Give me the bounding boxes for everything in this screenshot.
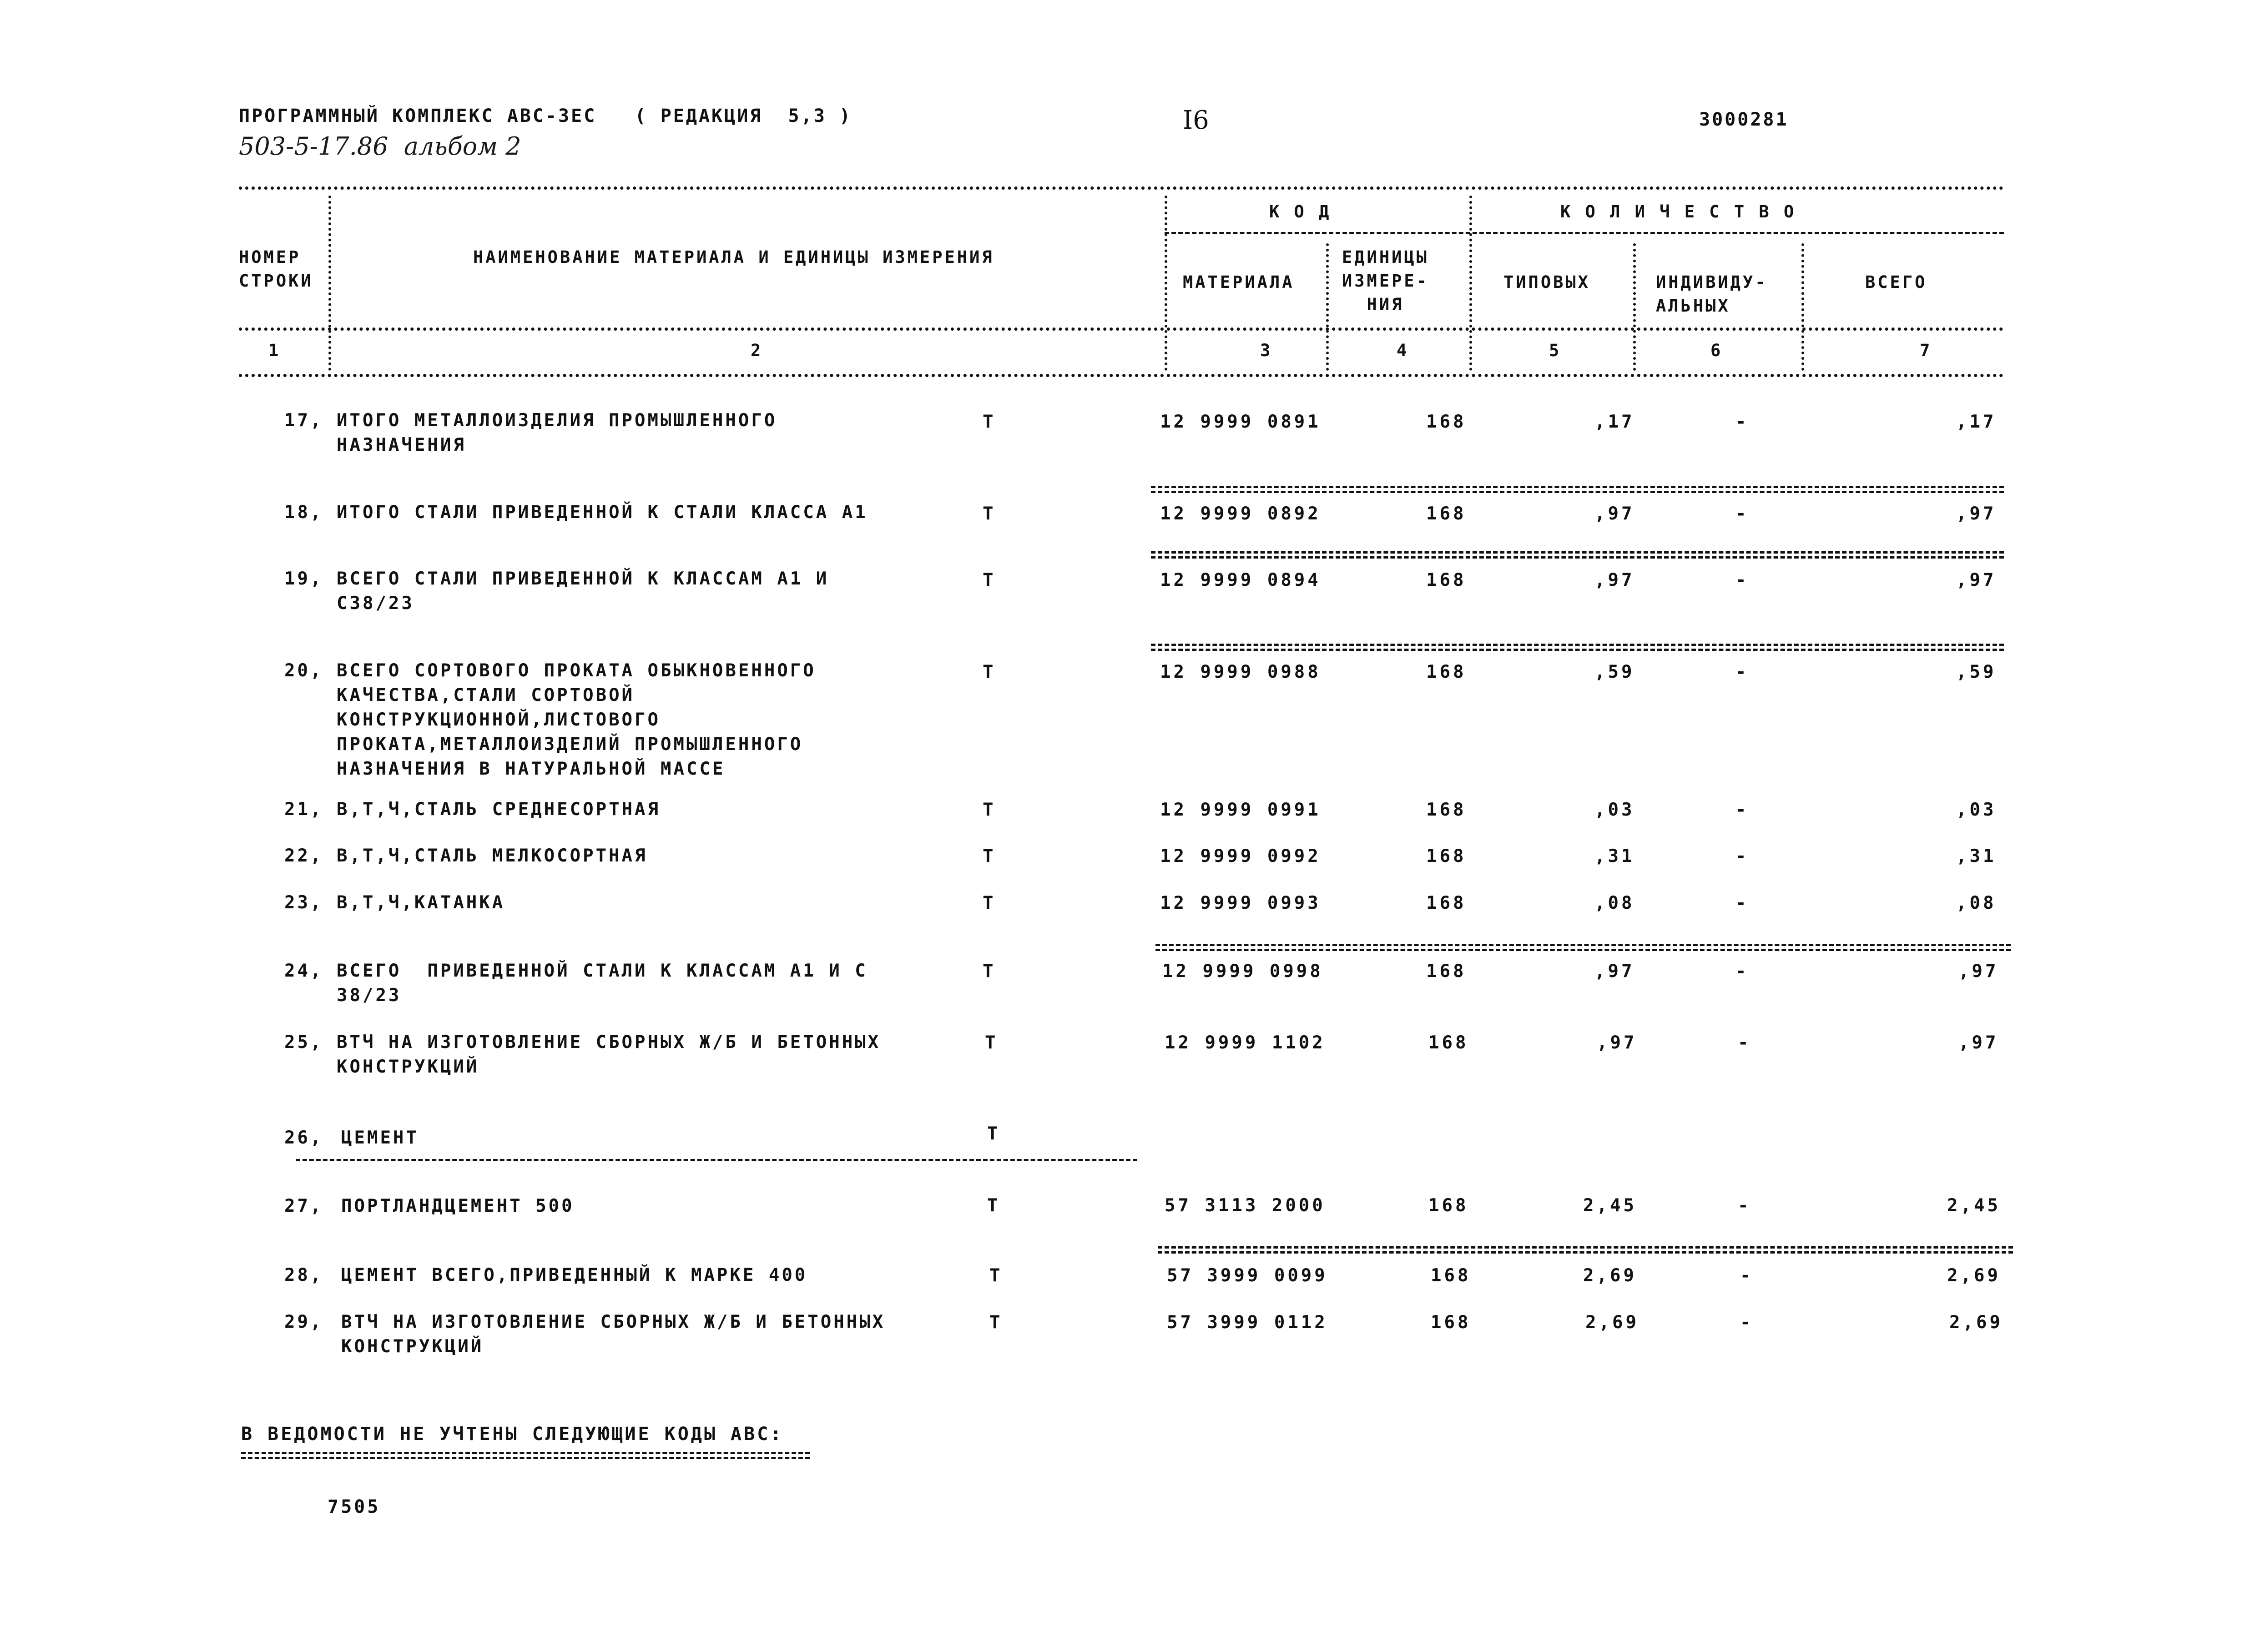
row-code: 12 9999 1102 — [1165, 1032, 1326, 1053]
group-separator-rule — [296, 1159, 1137, 1161]
row-typical: ,97 — [1594, 961, 1635, 982]
row-individual: - — [1735, 662, 1749, 682]
footer-double-rule — [241, 1452, 810, 1459]
column-numbers-rule — [239, 374, 2004, 377]
row-unit-code: 168 — [1431, 1265, 1471, 1286]
header-separator — [1801, 243, 1804, 371]
row-total: 2,45 — [1947, 1195, 2001, 1216]
row-individual: - — [1735, 846, 1749, 866]
row-unit-letter: Т — [983, 412, 996, 432]
row-unit-letter: Т — [983, 961, 996, 982]
row-unit-code: 168 — [1426, 893, 1467, 913]
row-name: ЦЕМЕНТ ВСЕГО,ПРИВЕДЕННЫЙ К МАРКЕ 400 — [341, 1265, 808, 1285]
row-total: ,03 — [1956, 800, 1997, 820]
row-typical: ,97 — [1594, 570, 1635, 590]
row-unit-code: 168 — [1426, 570, 1467, 590]
column-number: 3 — [1260, 341, 1273, 360]
row-code: 12 9999 0892 — [1160, 504, 1321, 524]
row-name: ВСЕГО СТАЛИ ПРИВЕДЕННОЙ К КЛАССАМ А1 И С38/23 — [337, 569, 829, 614]
row-typical: ,17 — [1594, 412, 1635, 432]
row-unit-code: 168 — [1426, 662, 1467, 682]
column-number: 1 — [268, 341, 281, 360]
handwritten-note: 503-5-17.86 альбом 2 — [239, 132, 521, 161]
row-unit-letter: Т — [987, 1123, 1001, 1144]
row-code: 57 3113 2000 — [1165, 1195, 1326, 1216]
row-total: ,97 — [1958, 961, 1999, 982]
row-code: 57 3999 0099 — [1167, 1265, 1328, 1286]
row-individual: - — [1740, 1265, 1754, 1286]
row-individual: - — [1738, 1195, 1751, 1216]
row-unit-code: 168 — [1426, 412, 1467, 432]
row-name: ИТОГО МЕТАЛЛОИЗДЕЛИЯ ПРОМЫШЛЕННОГО НАЗНАЧЕНИЯ — [337, 410, 777, 455]
row-typical: 2,69 — [1583, 1265, 1637, 1286]
row-number: 17, — [284, 410, 323, 431]
row-individual: - — [1735, 504, 1749, 524]
total-double-rule — [1151, 486, 2004, 493]
row-unit-letter: Т — [985, 1032, 999, 1053]
row-name: В,Т,Ч,СТАЛЬ СРЕДНЕСОРТНАЯ — [337, 799, 661, 820]
row-typical: ,97 — [1597, 1032, 1637, 1053]
row-unit-code: 168 — [1428, 1032, 1469, 1053]
row-number: 22, — [284, 846, 323, 866]
row-code: 12 9999 0993 — [1160, 893, 1321, 913]
header-unit: ЕДИНИЦЫ ИЗМЕРЕ- НИЯ — [1342, 247, 1429, 314]
row-number: 20, — [284, 660, 323, 681]
row-unit-letter: Т — [983, 570, 996, 590]
row-code: 57 3999 0112 — [1167, 1312, 1328, 1333]
header-material: МАТЕРИАЛА — [1183, 272, 1295, 292]
row-number: 29, — [284, 1312, 323, 1332]
header-individual: ИНДИВИДУ- АЛЬНЫХ — [1656, 272, 1768, 316]
row-typical: 2,45 — [1583, 1195, 1637, 1216]
row-name: ВТЧ НА ИЗГОТОВЛЕНИЕ СБОРНЫХ Ж/Б И БЕТОННЫХ КОНСТРУКЦИЙ — [337, 1032, 881, 1077]
row-number: 21, — [284, 799, 323, 820]
header-separator — [1326, 243, 1329, 371]
row-code: 12 9999 0998 — [1162, 961, 1323, 982]
header-separator — [1469, 196, 1472, 371]
row-individual: - — [1735, 893, 1749, 913]
row-code: 12 9999 0988 — [1160, 662, 1321, 682]
row-number: 19, — [284, 569, 323, 589]
row-unit-letter: Т — [983, 800, 996, 820]
row-number: 26, — [284, 1128, 323, 1148]
row-total: ,97 — [1956, 504, 1997, 524]
row-code: 12 9999 0891 — [1160, 412, 1321, 432]
row-name: ВСЕГО СОРТОВОГО ПРОКАТА ОБЫКНОВЕННОГО КАЧЕСТВА,СТАЛИ СОРТОВОЙ КОНСТРУКЦИОННОЙ,ЛИСТОВОГО ПРОКАТА,МЕТАЛЛОИЗДЕЛИЙ ПРОМЫШЛЕННОГО НАЗНАЧЕНИЯ В НАТУРАЛЬНОЙ МАССЕ — [337, 660, 816, 779]
row-individual: - — [1735, 961, 1749, 982]
row-total: ,08 — [1956, 893, 1997, 913]
row-individual: - — [1740, 1312, 1754, 1333]
row-unit-code: 168 — [1428, 1195, 1469, 1216]
row-name: В,Т,Ч,СТАЛЬ МЕЛКОСОРТНАЯ — [337, 846, 648, 866]
row-unit-letter: Т — [983, 504, 996, 524]
row-total: 2,69 — [1947, 1265, 2001, 1286]
header-typical: ТИПОВЫХ — [1503, 272, 1590, 292]
footer-note: В ВЕДОМОСТИ НЕ УЧТЕНЫ СЛЕДУЮЩИЕ КОДЫ АВС: — [241, 1424, 784, 1445]
row-individual: - — [1735, 412, 1749, 432]
total-double-rule — [1151, 551, 2004, 559]
row-total: ,17 — [1956, 412, 1997, 432]
header-row-number: НОМЕР СТРОКИ — [239, 247, 313, 291]
row-typical: ,31 — [1594, 846, 1635, 866]
header-quantity-group: К О Л И Ч Е С Т В О — [1560, 202, 1796, 222]
header-code-group: К О Д — [1269, 202, 1332, 222]
page-number: I6 — [1183, 106, 1209, 135]
column-number: 2 — [751, 341, 763, 360]
column-number: 7 — [1920, 341, 1932, 360]
row-unit-letter: Т — [983, 662, 996, 682]
header-separator — [1633, 243, 1636, 371]
row-unit-letter: Т — [987, 1195, 1001, 1216]
row-unit-letter: Т — [989, 1265, 1003, 1286]
row-unit-code: 168 — [1426, 961, 1467, 982]
row-typical: ,97 — [1594, 504, 1635, 524]
row-unit-letter: Т — [983, 893, 996, 913]
row-typical: ,03 — [1594, 800, 1635, 820]
header-bottom-rule — [239, 327, 2004, 331]
header-total: ВСЕГО — [1865, 272, 1927, 292]
table-top-rule — [239, 186, 2004, 190]
row-unit-letter: Т — [983, 846, 996, 866]
row-number: 24, — [284, 961, 323, 981]
row-typical: 2,69 — [1585, 1312, 1639, 1333]
column-number: 6 — [1710, 341, 1723, 360]
row-name: ВТЧ НА ИЗГОТОВЛЕНИЕ СБОРНЫХ Ж/Б И БЕТОННЫХ КОНСТРУКЦИЙ — [341, 1312, 886, 1357]
row-number: 28, — [284, 1265, 323, 1285]
row-typical: ,59 — [1594, 662, 1635, 682]
row-name: ИТОГО СТАЛИ ПРИВЕДЕННОЙ К СТАЛИ КЛАССА А1 — [337, 502, 868, 523]
row-individual: - — [1735, 570, 1749, 590]
total-double-rule — [1155, 944, 2011, 951]
column-number: 4 — [1397, 341, 1409, 360]
row-total: ,59 — [1956, 662, 1997, 682]
header-name: НАИМЕНОВАНИЕ МАТЕРИАЛА И ЕДИНИЦЫ ИЗМЕРЕНИЯ — [473, 247, 994, 267]
row-name: ПОРТЛАНДЦЕМЕНТ 500 — [341, 1196, 575, 1216]
row-code: 12 9999 0991 — [1160, 800, 1321, 820]
row-unit-code: 168 — [1426, 800, 1467, 820]
row-unit-code: 168 — [1426, 846, 1467, 866]
row-name: ЦЕМЕНТ — [341, 1128, 419, 1148]
total-double-rule — [1158, 1246, 2013, 1254]
row-name: В,Т,Ч,КАТАНКА — [337, 892, 505, 913]
row-number: 25, — [284, 1032, 323, 1053]
footer-code: 7505 — [328, 1496, 381, 1517]
group-subrule — [1165, 232, 2004, 234]
row-code: 12 9999 0992 — [1160, 846, 1321, 866]
row-number: 18, — [284, 502, 323, 523]
header-separator — [328, 196, 331, 371]
row-individual: - — [1738, 1032, 1751, 1053]
program-title: ПРОГРАММНЫЙ КОМПЛЕКС АВС-3ЕС ( РЕДАКЦИЯ 5,3 ) — [239, 106, 852, 126]
total-double-rule — [1151, 644, 2004, 651]
document-code: 3000281 — [1699, 109, 1789, 130]
row-total: ,31 — [1956, 846, 1997, 866]
row-unit-code: 168 — [1431, 1312, 1471, 1333]
row-total: ,97 — [1958, 1032, 1999, 1053]
row-number: 27, — [284, 1196, 323, 1216]
header-separator — [1165, 196, 1167, 371]
row-total: 2,69 — [1949, 1312, 2003, 1333]
row-total: ,97 — [1956, 570, 1997, 590]
column-number: 5 — [1549, 341, 1562, 360]
row-typical: ,08 — [1594, 893, 1635, 913]
row-code: 12 9999 0894 — [1160, 570, 1321, 590]
row-unit-code: 168 — [1426, 504, 1467, 524]
row-unit-letter: Т — [989, 1312, 1003, 1333]
row-name: ВСЕГО ПРИВЕДЕННОЙ СТАЛИ К КЛАССАМ А1 И С 38/23 — [337, 961, 868, 1006]
row-number: 23, — [284, 892, 323, 913]
row-individual: - — [1735, 800, 1749, 820]
